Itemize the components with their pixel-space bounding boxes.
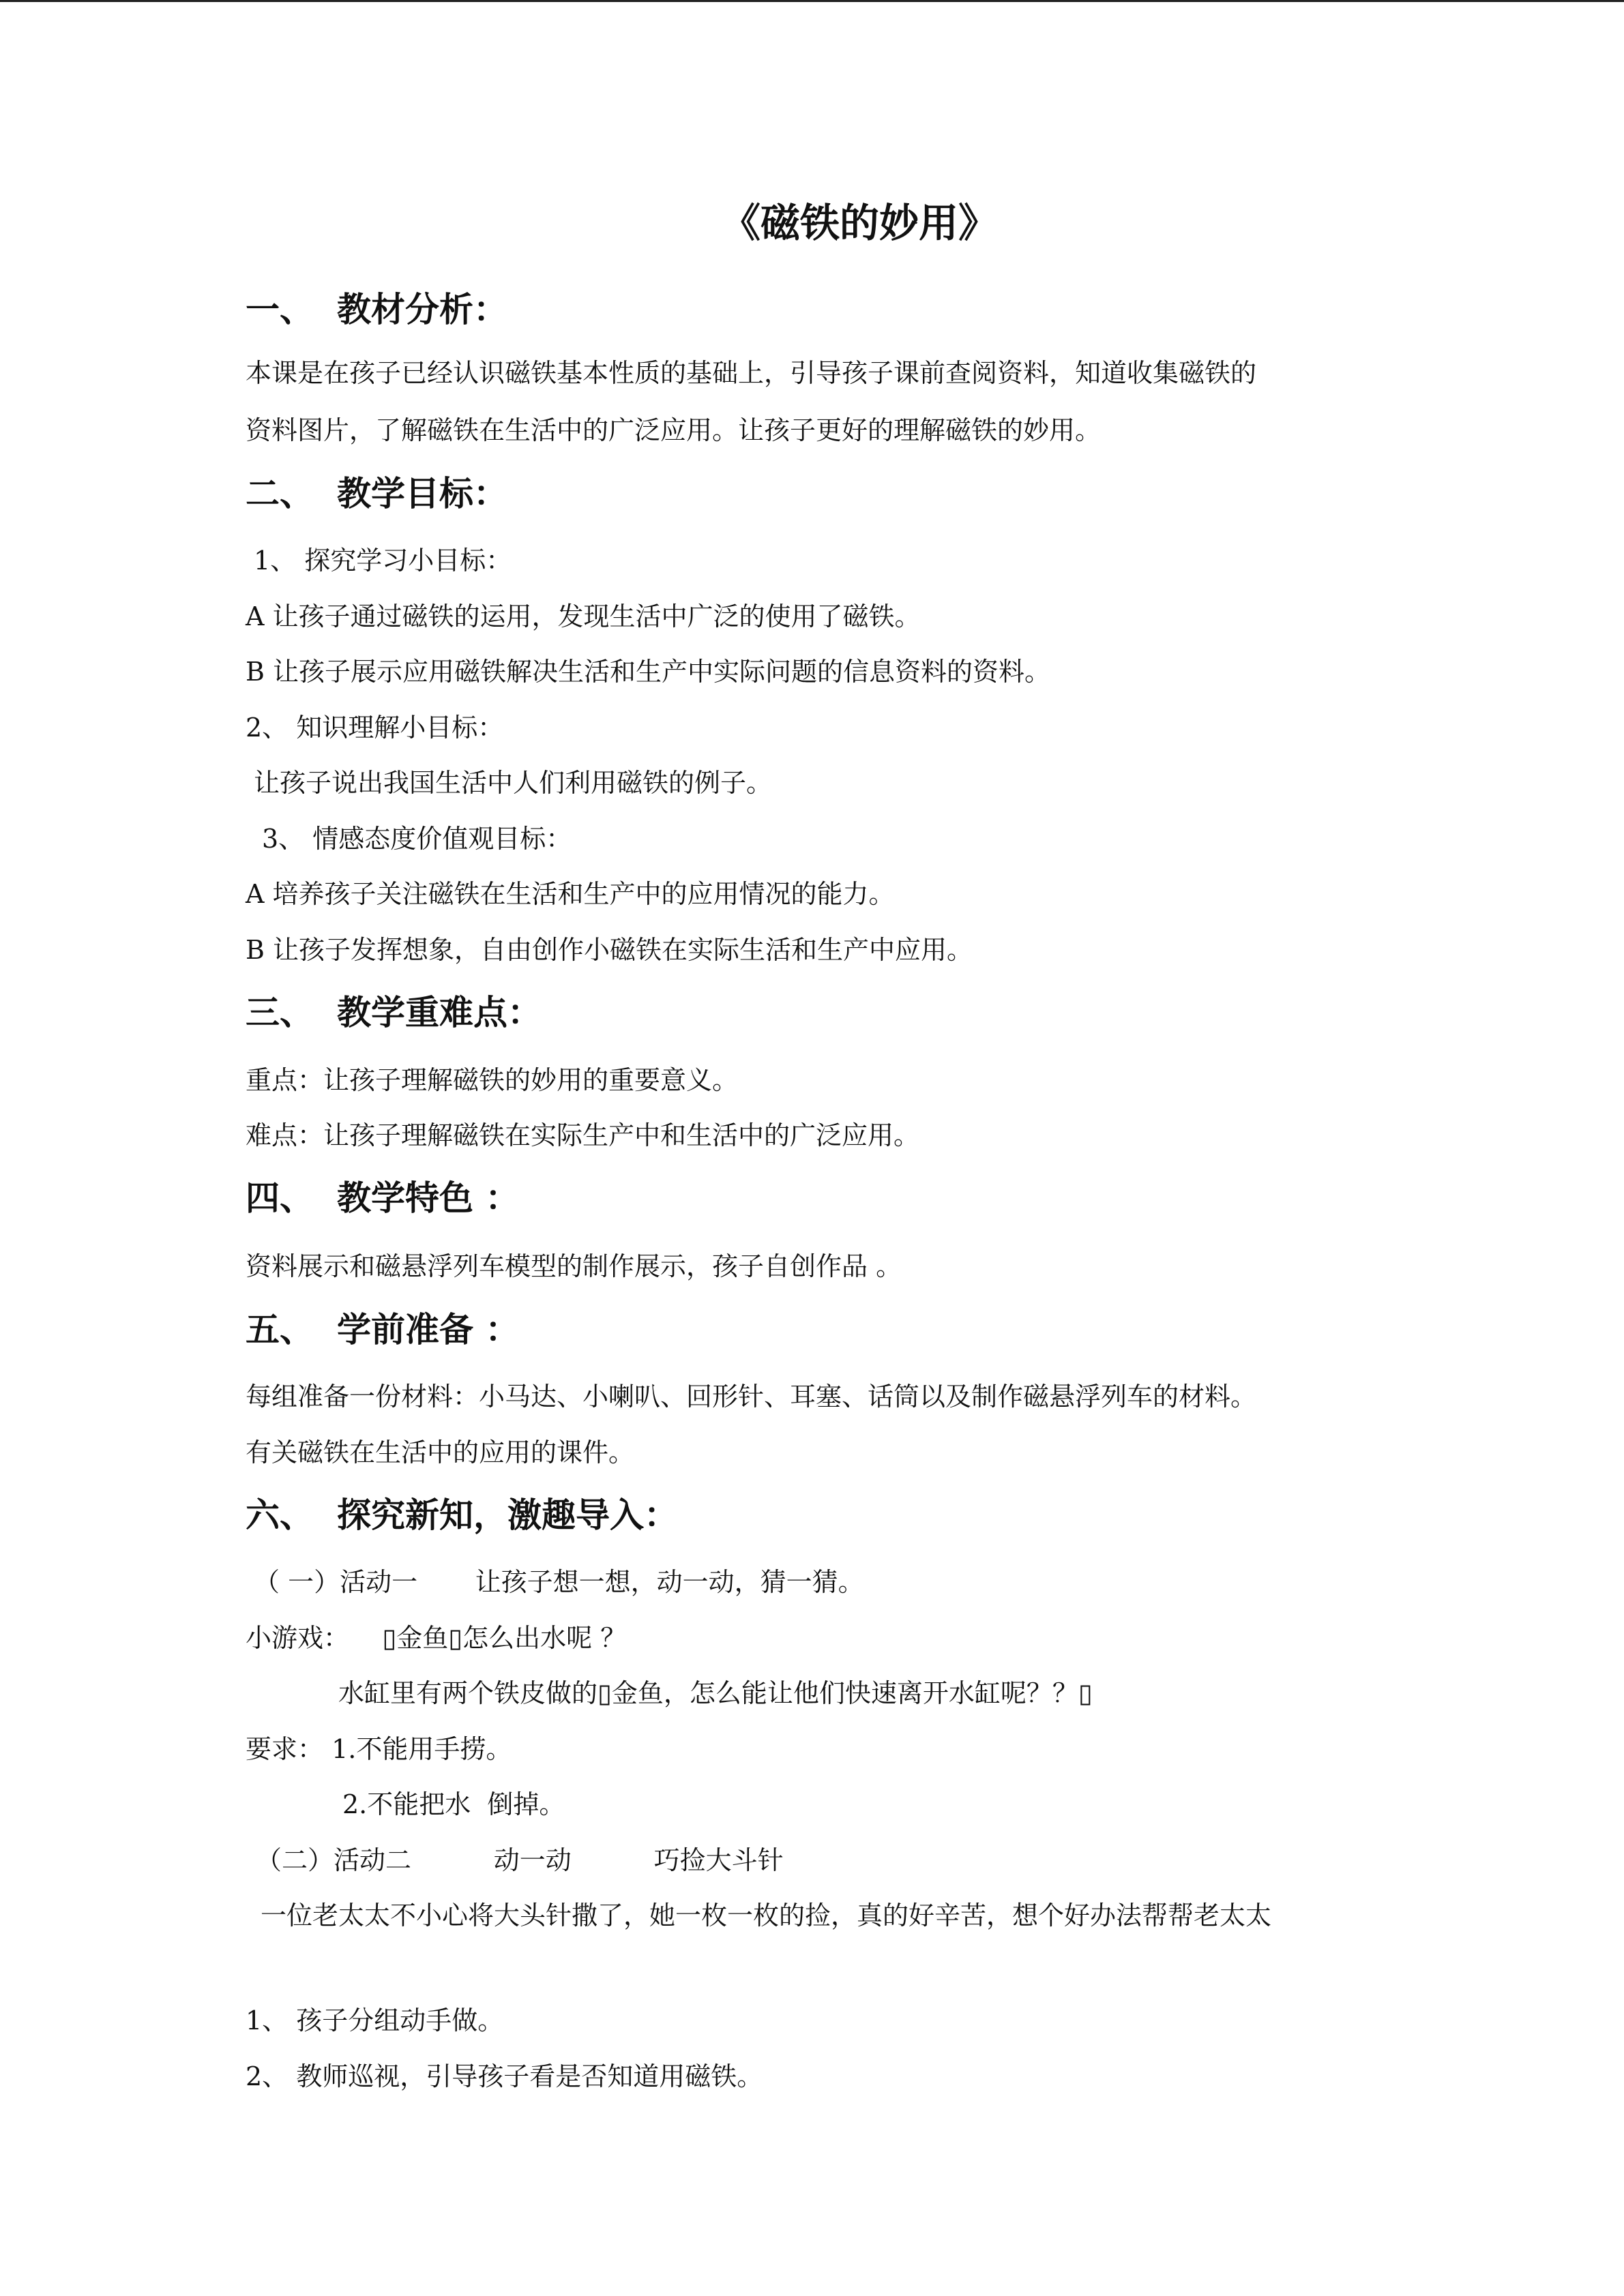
section-title: 学前准备 ： <box>337 1310 520 1350</box>
paragraph-line: 2.不能把水 倒掉。 <box>342 1789 565 1819</box>
paragraph-line: （二）活动二 动一动 巧捡大斗针 <box>256 1845 784 1875</box>
paragraph-line: 每组准备一份材料：小马达、小喇叭、回形针、耳塞、话筒以及制作磁悬浮列车的材料。 <box>246 1382 1257 1412</box>
section-number: 六、 <box>246 1495 314 1535</box>
section-heading-4 <box>246 1174 519 1222</box>
document-title: 《磁铁的妙用》 <box>720 200 998 246</box>
paragraph-line: A 培养孩子关注磁铁在生活和生产中的应用情况的能力。 <box>246 879 895 909</box>
section-number: 五、 <box>246 1310 314 1350</box>
section-title: 教学特色 ： <box>337 1178 520 1218</box>
paragraph-line: 要求： 1.不能用手捞。 <box>246 1734 512 1764</box>
section-heading-1 <box>246 286 507 333</box>
paragraph-line: 2、 知识理解小目标： <box>246 713 504 743</box>
top-border-line <box>0 0 1624 2</box>
paragraph-line: 重点：让孩子理解磁铁的妙用的重要意义。 <box>246 1065 739 1095</box>
paragraph-line: 让孩子说出我国生活中人们利用磁铁的例子。 <box>254 768 773 798</box>
paragraph-line: （ 一）活动一 让孩子想一想，动一动，猜一猜。 <box>254 1567 864 1597</box>
section-heading-5 <box>246 1306 519 1354</box>
paragraph-line: B 让孩子展示应用磁铁解决生活和生产中实际问题的信息资料的资料。 <box>246 657 1051 687</box>
section-number: 三、 <box>246 993 314 1032</box>
paragraph-line: 1、 孩子分组动手做。 <box>246 2006 504 2036</box>
section-heading-6 <box>246 1491 678 1539</box>
paragraph-line: 难点：让孩子理解磁铁在实际生产中和生活中的广泛应用。 <box>246 1120 920 1150</box>
paragraph-line: 一位老太太不小心将大头针撒了，她一枚一枚的捡，真的好辛苦，想个好办法帮帮老太太 <box>261 1900 1272 1930</box>
section-title: 教学重难点： <box>337 993 542 1032</box>
section-heading-3 <box>246 989 542 1037</box>
section-heading-2 <box>246 470 507 518</box>
paragraph-line: 小游戏： ▯金鱼▯怎么出水呢 ？ <box>246 1623 627 1653</box>
section-title: 探究新知，激趣导入： <box>337 1495 678 1535</box>
paragraph-line: 3、 情感态度价值观目标： <box>262 824 572 854</box>
paragraph-line: 资料图片，了解磁铁在生活中的广泛应用。让孩子更好的理解磁铁的妙用。 <box>246 415 1102 445</box>
paragraph-line: 水缸里有两个铁皮做的▯金鱼，怎么能让他们快速离开水缸呢？？▯ <box>338 1678 1093 1708</box>
section-title: 教材分析： <box>337 290 507 329</box>
section-number: 四、 <box>246 1178 314 1218</box>
paragraph-line: B 让孩子发挥想象，自由创作小磁铁在实际生活和生产中应用。 <box>246 935 973 965</box>
section-title: 教学目标： <box>337 474 507 513</box>
paragraph-line: 1、 探究学习小目标： <box>254 546 512 576</box>
paragraph-line: 有关磁铁在生活中的应用的课件。 <box>246 1437 635 1467</box>
paragraph-line: 2、 教师巡视，引导孩子看是否知道用磁铁。 <box>246 2061 763 2091</box>
paragraph-line: A 让孩子通过磁铁的运用，发现生活中广泛的使用了磁铁。 <box>246 601 921 631</box>
paragraph-line: 本课是在孩子已经认识磁铁基本性质的基础上，引导孩子课前查阅资料，知道收集磁铁的 <box>246 358 1257 388</box>
section-number: 二、 <box>246 474 314 513</box>
paragraph-line: 资料展示和磁悬浮列车模型的制作展示，孩子自创作品 。 <box>246 1251 902 1281</box>
section-number: 一、 <box>246 290 314 329</box>
